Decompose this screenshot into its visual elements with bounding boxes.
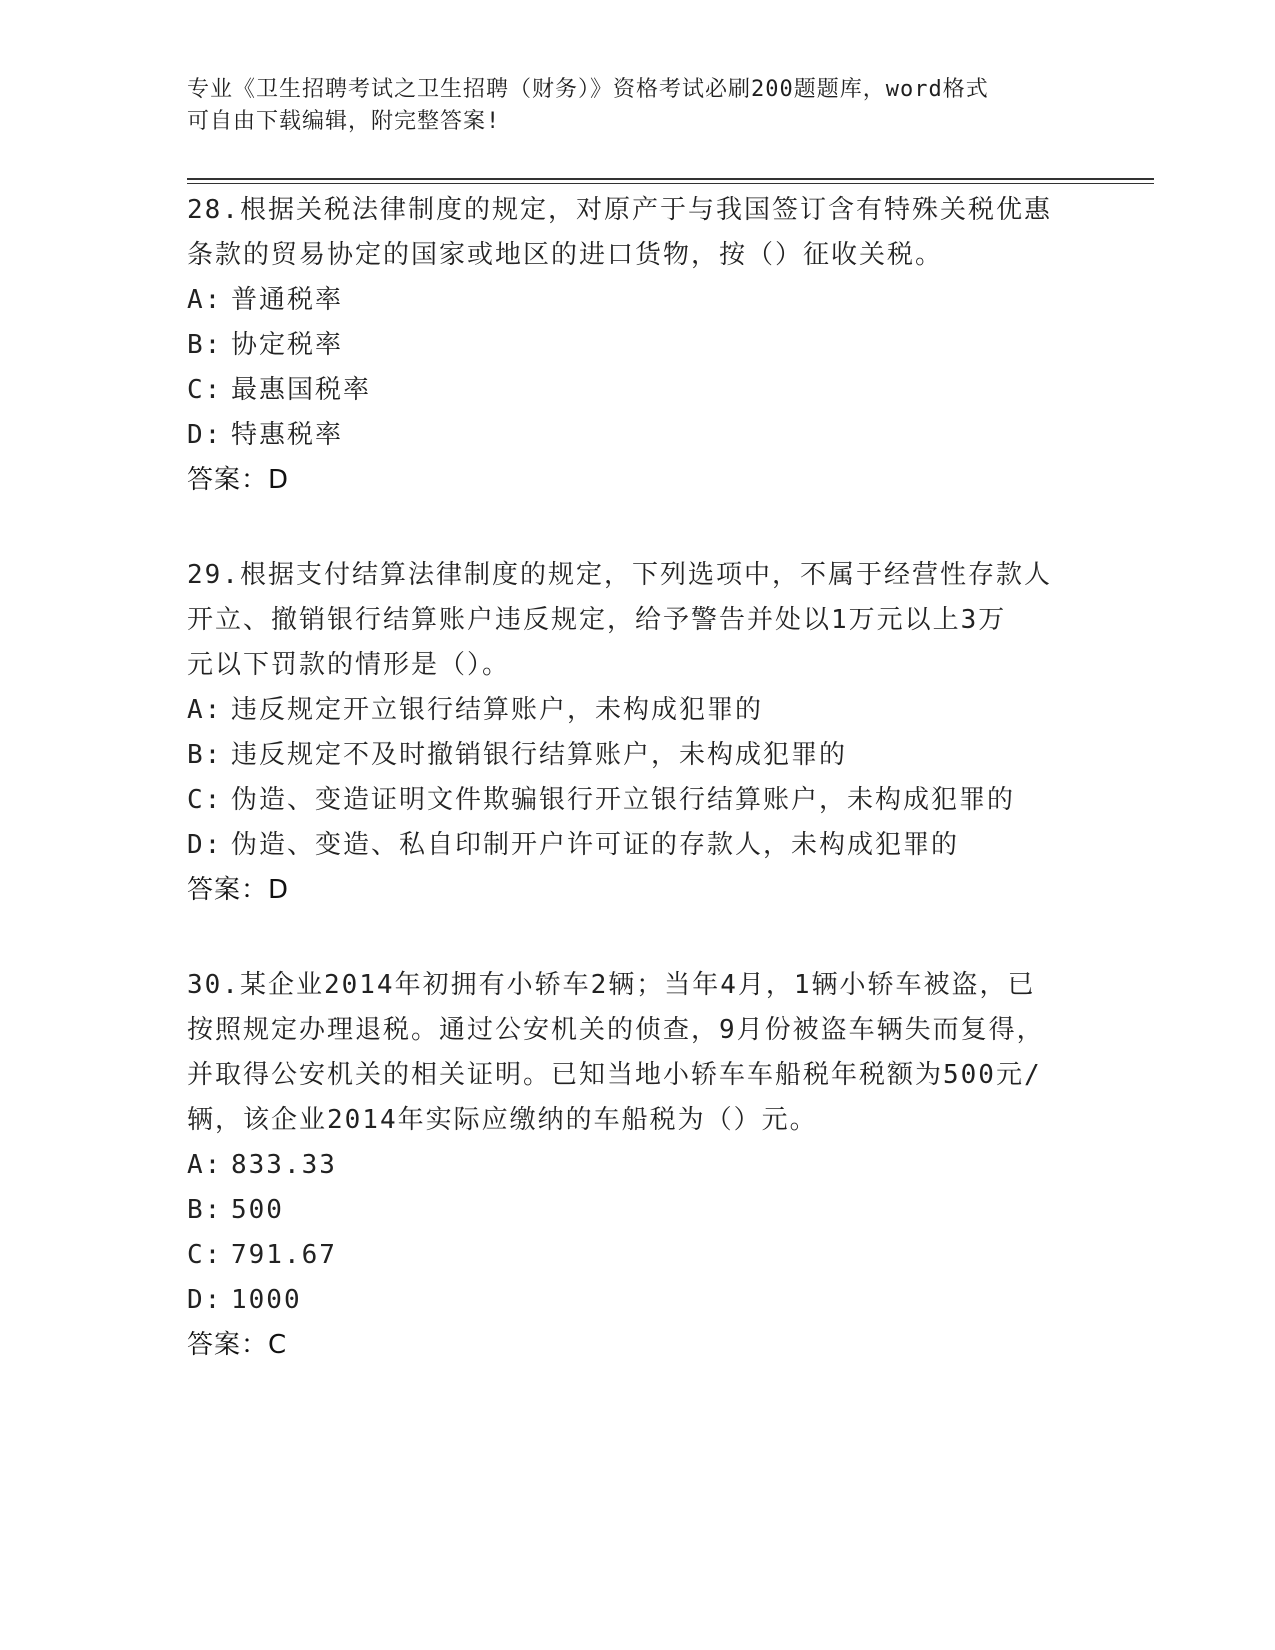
- option-text: 协定税率: [231, 330, 344, 360]
- question-28: [187, 188, 1087, 503]
- option-key: D:: [187, 830, 223, 860]
- option-text: 普通税率: [231, 285, 344, 315]
- question-stem-line: 28.根据关税法律制度的规定，对原产于与我国签订含有特殊关税优惠: [187, 195, 1052, 225]
- option-key: D:: [187, 1285, 223, 1315]
- option-text: 特惠税率: [231, 420, 344, 450]
- option-a: [187, 1143, 1087, 1188]
- header-divider-thin: [187, 183, 1154, 184]
- option-text: 最惠国税率: [231, 375, 372, 405]
- question-30: [187, 963, 1087, 1368]
- option-b: [187, 1188, 1087, 1233]
- option-text: 833.33: [231, 1150, 337, 1180]
- question-stem-line: 元以下罚款的情形是（）。: [187, 650, 511, 680]
- option-a: [187, 278, 1087, 323]
- option-text: 500: [231, 1195, 284, 1225]
- option-key: C:: [187, 1240, 223, 1270]
- document-header: [187, 74, 1067, 138]
- option-key: C:: [187, 375, 223, 405]
- question-stem-line: 条款的贸易协定的国家或地区的进口货物，按（）征收关税。: [187, 240, 944, 270]
- option-b: [187, 733, 1087, 778]
- option-text: 伪造、变造证明文件欺骗银行开立银行结算账户，未构成犯罪的: [231, 785, 1016, 815]
- header-title-line-2: 可自由下载编辑，附完整答案!: [187, 109, 501, 134]
- answer-line: 答案：D: [187, 465, 290, 495]
- option-c: [187, 778, 1087, 823]
- question-stem-line: 并取得公安机关的相关证明。已知当地小轿车车船税年税额为500元/: [187, 1060, 1042, 1090]
- option-d: [187, 413, 1087, 458]
- option-key: B:: [187, 330, 223, 360]
- option-text: 违反规定不及时撤销银行结算账户，未构成犯罪的: [231, 740, 848, 770]
- question-stem-line: 开立、撤销银行结算账户违反规定，给予警告并处以1万元以上3万: [187, 605, 1007, 635]
- option-key: C:: [187, 785, 223, 815]
- answer-line: 答案：C: [187, 1330, 288, 1360]
- question-29: [187, 553, 1087, 913]
- option-key: A:: [187, 285, 223, 315]
- question-stem-line: 29.根据支付结算法律制度的规定，下列选项中，不属于经营性存款人: [187, 560, 1052, 590]
- header-title-line-1: 专业《卫生招聘考试之卫生招聘（财务）》资格考试必刷200题题库，word格式: [187, 77, 989, 102]
- option-a: [187, 688, 1087, 733]
- option-text: 伪造、变造、私自印制开户许可证的存款人，未构成犯罪的: [231, 830, 960, 860]
- option-key: D:: [187, 420, 223, 450]
- option-key: B:: [187, 1195, 223, 1225]
- option-d: [187, 823, 1087, 868]
- option-text: 违反规定开立银行结算账户，未构成犯罪的: [231, 695, 764, 725]
- header-divider-thick: [187, 178, 1154, 180]
- answer-line: 答案：D: [187, 875, 290, 905]
- option-key: A:: [187, 1150, 223, 1180]
- option-key: B:: [187, 740, 223, 770]
- option-c: [187, 1233, 1087, 1278]
- question-stem-line: 辆，该企业2014年实际应缴纳的车船税为（）元。: [187, 1105, 818, 1135]
- question-stem-line: 按照规定办理退税。通过公安机关的侦查，9月份被盗车辆失而复得，: [187, 1015, 1045, 1045]
- option-b: [187, 323, 1087, 368]
- option-text: 1000: [231, 1285, 302, 1315]
- option-text: 791.67: [231, 1240, 337, 1270]
- option-key: A:: [187, 695, 223, 725]
- question-stem-line: 30.某企业2014年初拥有小轿车2辆；当年4月，1辆小轿车被盗，已: [187, 970, 1036, 1000]
- option-c: [187, 368, 1087, 413]
- option-d: [187, 1278, 1087, 1323]
